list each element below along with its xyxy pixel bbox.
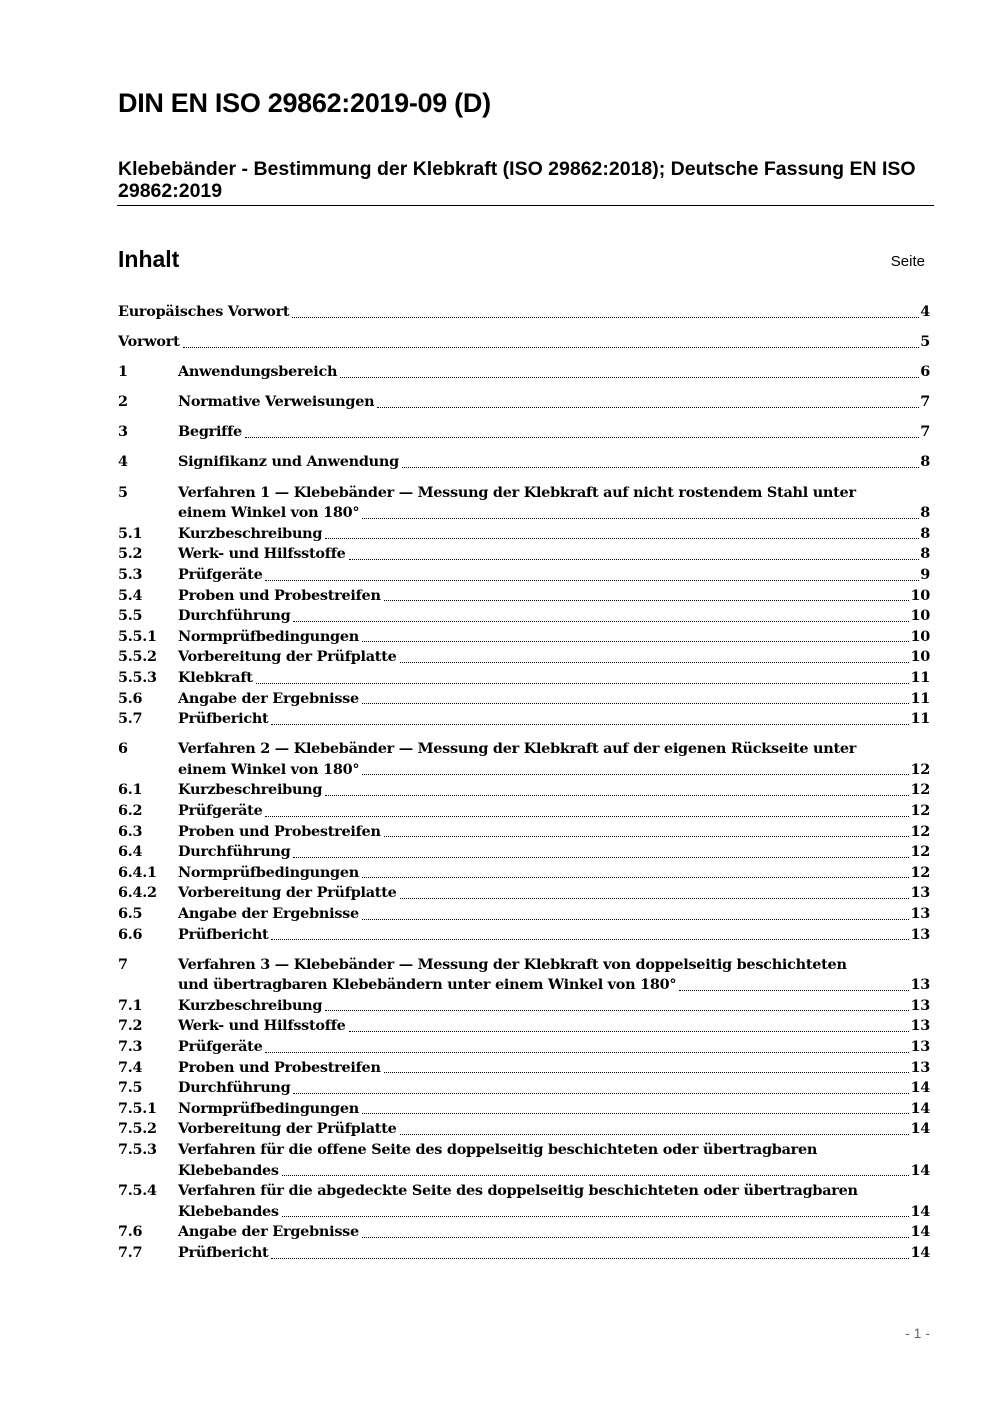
toc-entry-title: Verfahren 2 — Klebebänder — Messung der Klebkraft auf der eigenen Rückseite unter [178,740,857,758]
toc-entry-title: Durchführung [178,1079,291,1097]
toc-entry-page: 13 [910,884,930,902]
toc-entry-title: Werk- und Hilfsstoffe [178,545,346,563]
toc-entry[interactable] [118,627,930,648]
toc-entry[interactable] [118,904,930,925]
toc-entry-number: 5.4 [118,586,143,604]
toc-entry-page: 14 [910,1099,930,1117]
toc-entry-number: 6.2 [118,801,143,819]
toc-entry-number: 7.5 [118,1079,143,1097]
toc-entry-page: 14 [910,1079,930,1097]
toc-entry-title: Anwendungsbereich [178,363,338,381]
toc-dot-leader [384,1071,910,1073]
toc-entry-number: 6.3 [118,822,143,840]
toc-dot-leader [271,723,909,725]
toc-entry[interactable] [118,739,930,780]
toc-entry-page: 7 [920,423,930,441]
toc-entry[interactable] [118,1243,930,1264]
toc-entry-title: Vorbereitung der Prüfplatte [178,648,397,666]
toc-entry[interactable] [118,483,930,524]
toc-entry-page: 10 [910,627,930,645]
toc-entry-number: 5.5 [118,607,143,625]
toc-dot-leader [265,815,909,817]
toc-entry-title: einem Winkel von 180° [178,760,360,778]
toc-entry[interactable] [118,392,930,413]
toc-entry-title: Angabe der Ergebnisse [178,1223,359,1241]
toc-entry-title: Proben und Probestreifen [178,586,381,604]
toc-entry-title: Prüfbericht [178,710,269,728]
toc-entry-number: 7.5.2 [118,1120,157,1138]
toc-entry[interactable] [118,1140,930,1181]
toc-entry-number: 7.6 [118,1223,143,1241]
toc-dot-leader [400,897,910,899]
toc-entry-number: 5.3 [118,565,143,583]
toc-dot-leader [362,1236,910,1238]
toc-dot-leader [293,1092,909,1094]
toc-entry-page: 12 [910,781,930,799]
toc-entry-page: 7 [920,393,930,411]
toc-entry-title: Prüfbericht [178,925,269,943]
toc-entry[interactable] [118,362,930,383]
toc-dot-leader [362,702,910,704]
toc-entry-number: 6.1 [118,781,143,799]
toc-entry[interactable] [118,1037,930,1058]
toc-entry[interactable] [118,452,930,473]
toc-entry-title: Verfahren für die offene Seite des doppelseitig beschichteten oder übertragbaren [178,1140,818,1158]
toc-entry[interactable] [118,1099,930,1120]
toc-entry-page: 14 [910,1202,930,1220]
toc-entry-page: 13 [910,976,930,994]
toc-entry-page: 10 [910,586,930,604]
toc-entry-number: 3 [118,423,128,441]
toc-entry-page: 12 [910,801,930,819]
toc-entry-page: 10 [910,648,930,666]
toc-dot-leader [679,989,909,991]
toc-dot-leader [377,406,919,408]
table-of-contents [118,302,930,1264]
toc-entry-title: Signifikanz und Anwendung [178,453,399,471]
toc-entry-page: 8 [920,524,930,542]
toc-entry[interactable] [118,524,930,545]
toc-entry-page: 5 [920,333,930,351]
toc-entry[interactable] [118,647,930,668]
toc-entry-number: 5.6 [118,689,143,707]
toc-entry-page: 13 [910,1058,930,1076]
toc-dot-leader [362,517,919,519]
toc-entry[interactable] [118,606,930,627]
toc-entry-number: 7 [118,955,128,973]
toc-dot-leader [282,1174,910,1176]
toc-entry-page: 14 [910,1243,930,1261]
toc-entry-number: 7.7 [118,1243,143,1261]
toc-entry[interactable] [118,883,930,904]
toc-entry-title: einem Winkel von 180° [178,504,360,522]
toc-entry-page: 13 [910,1017,930,1035]
toc-entry-number: 5.1 [118,524,143,542]
toc-entry-page: 13 [910,1038,930,1055]
toc-entry[interactable] [118,1016,930,1037]
toc-entry-number: 5.5.1 [118,627,157,645]
toc-heading: Inhalt [118,246,180,272]
toc-entry[interactable] [118,1058,930,1079]
document-title: DIN EN ISO 29862:2019-09 (D) [118,88,491,118]
toc-entry-title: Kurzbeschreibung [178,781,323,799]
toc-dot-leader [292,316,919,318]
toc-dot-leader [340,376,919,378]
toc-entry-title: Klebebandes [178,1202,279,1220]
toc-entry-number: 5.5.3 [118,668,157,686]
toc-entry[interactable] [118,822,930,843]
toc-entry[interactable] [118,709,930,730]
toc-entry-page: 14 [910,1120,930,1138]
toc-entry[interactable] [118,332,930,353]
document-subtitle: Klebebänder - Bestimmung der Klebkraft (ISO 29862:2018); Deutsche Fassung EN ISO 29862:2019 [118,158,916,202]
toc-entry[interactable] [118,668,930,689]
toc-entry-title: Klebebandes [178,1161,279,1179]
toc-entry[interactable] [118,925,930,946]
toc-entry-title: Angabe der Ergebnisse [178,689,359,707]
toc-entry[interactable] [118,842,930,863]
toc-entry-number: 6.4.1 [118,863,157,881]
toc-entry-page: 13 [910,925,930,943]
toc-dot-leader [384,599,910,601]
toc-dot-leader [245,436,919,438]
toc-entry-number: 7.4 [118,1058,143,1076]
toc-dot-leader [293,856,909,858]
toc-entry-title: Kurzbeschreibung [178,524,323,542]
toc-entry-page: 11 [910,710,930,728]
toc-entry-number: 5 [118,483,128,501]
toc-entry-number: 7.1 [118,996,143,1014]
toc-page-column-label: Seite [890,253,925,270]
toc-dot-leader [362,1112,909,1114]
toc-entry-title: Werk- und Hilfsstoffe [178,1017,346,1035]
toc-dot-leader [293,620,909,622]
toc-entry-number: 5.2 [118,545,143,563]
toc-dot-leader [256,682,910,684]
toc-dot-leader [325,1009,909,1011]
toc-entry-title: Vorbereitung der Prüfplatte [178,884,397,902]
toc-entry-title: Normprüfbedingungen [178,863,359,881]
toc-entry-page: 9 [920,565,930,583]
toc-entry-number: 6.6 [118,925,143,943]
toc-entry-title: Klebkraft [178,668,253,686]
toc-entry-title: Prüfgeräte [178,801,263,819]
toc-dot-leader [325,794,909,796]
toc-entry-page: 12 [910,822,930,840]
toc-entry-page: 8 [920,453,930,471]
toc-dot-leader [400,661,910,663]
toc-entry-page: 13 [910,904,930,922]
toc-dot-leader [362,918,910,920]
toc-entry-page: 11 [910,668,930,686]
toc-entry[interactable] [118,689,930,710]
toc-entry-number: 2 [118,393,128,411]
header-divider [117,205,934,206]
toc-entry-page: 8 [920,504,930,522]
toc-entry-title: Normprüfbedingungen [178,627,359,645]
toc-entry-number: 7.2 [118,1017,143,1035]
toc-entry-page: 13 [910,996,930,1014]
toc-dot-leader [282,1215,910,1217]
toc-entry-page: 12 [910,760,930,778]
toc-entry-title: Verfahren 1 — Klebebänder — Messung der Klebkraft auf nicht rostendem Stahl unter [178,483,856,501]
toc-entry-number: 6.5 [118,904,143,922]
toc-entry-page: 14 [910,1223,930,1241]
toc-entry-number: 7.5.1 [118,1099,157,1117]
toc-dot-leader [362,773,909,775]
toc-entry-title: Prüfgeräte [178,1038,263,1055]
toc-entry-page: 11 [910,689,930,707]
toc-entry[interactable] [118,863,930,884]
toc-entry-title: und übertragbaren Klebebändern unter einem Winkel von 180° [178,976,677,994]
toc-dot-leader [384,835,910,837]
toc-entry-number: 7.3 [118,1038,143,1055]
toc-dot-leader [183,346,920,348]
toc-entry[interactable] [118,586,930,607]
toc-entry[interactable] [118,1078,930,1099]
toc-entry-number: 5.5.2 [118,648,157,666]
toc-entry-number: 1 [118,363,128,381]
toc-entry-title: Proben und Probestreifen [178,822,381,840]
toc-dot-leader [265,579,919,581]
toc-entry[interactable] [118,955,930,996]
toc-dot-leader [271,1257,909,1259]
toc-dot-leader [362,640,909,642]
toc-entry[interactable] [118,1119,930,1140]
toc-entry-title: Normative Verweisungen [178,393,375,411]
toc-entry-number: 6.4 [118,843,143,861]
toc-entry-title: Europäisches Vorwort [118,303,290,320]
toc-entry-page: 14 [910,1161,930,1179]
toc-entry-number: 7.5.3 [118,1140,157,1158]
toc-entry[interactable] [118,1222,930,1243]
toc-entry-title: Vorwort [118,333,180,351]
toc-entry-page: 4 [920,303,930,320]
toc-entry[interactable] [118,302,930,323]
toc-entry-page: 12 [910,843,930,861]
toc-entry-number: 6.4.2 [118,884,157,902]
toc-entry-page: 10 [910,607,930,625]
toc-entry[interactable] [118,422,930,443]
toc-dot-leader [349,1030,910,1032]
toc-entry-page: 8 [920,545,930,563]
toc-entry-number: 5.7 [118,710,143,728]
toc-dot-leader [271,938,909,940]
toc-dot-leader [349,558,920,560]
toc-entry-title: Proben und Probestreifen [178,1058,381,1076]
toc-entry-title: Normprüfbedingungen [178,1099,359,1117]
toc-entry-title: Durchführung [178,843,291,861]
toc-entry[interactable] [118,780,930,801]
toc-entry-title: Verfahren 3 — Klebebänder — Messung der Klebkraft von doppelseitig beschichteten [178,955,847,973]
toc-dot-leader [402,466,919,468]
toc-dot-leader [265,1051,909,1053]
toc-entry[interactable] [118,801,930,822]
toc-entry-number: 4 [118,453,128,471]
page-number: - 1 - [905,1325,930,1341]
toc-entry-title: Vorbereitung der Prüfplatte [178,1120,397,1138]
toc-entry-title: Prüfgeräte [178,565,263,583]
toc-entry-title: Kurzbeschreibung [178,996,323,1014]
toc-entry-title: Angabe der Ergebnisse [178,904,359,922]
toc-entry-title: Begriffe [178,423,242,441]
toc-entry[interactable] [118,1181,930,1222]
toc-dot-leader [325,537,919,539]
toc-entry[interactable] [118,544,930,565]
toc-entry-title: Durchführung [178,607,291,625]
toc-entry-page: 12 [910,863,930,881]
toc-entry-title: Verfahren für die abgedeckte Seite des doppelseitig beschichteten oder übertragbaren [178,1182,858,1200]
toc-entry[interactable] [118,996,930,1017]
toc-entry-page: 6 [920,363,930,381]
toc-entry-number: 7.5.4 [118,1182,157,1200]
toc-entry-number: 6 [118,740,128,758]
toc-entry-title: Prüfbericht [178,1243,269,1261]
toc-dot-leader [400,1133,910,1135]
toc-dot-leader [362,876,909,878]
toc-entry[interactable] [118,565,930,586]
